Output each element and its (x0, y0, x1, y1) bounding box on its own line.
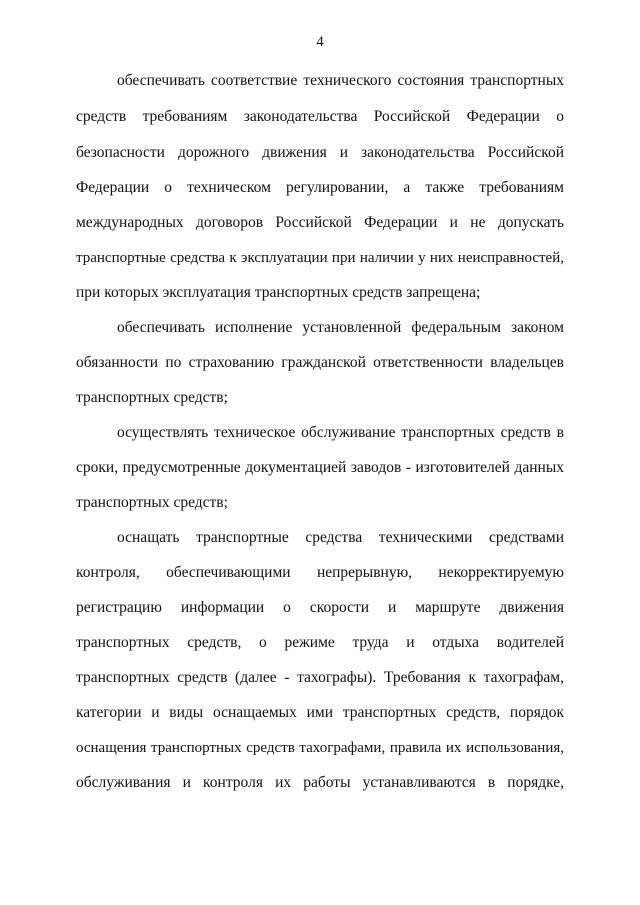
text-line: при которых эксплуатация транспортных средств запрещена; (76, 284, 481, 301)
text-line: контроля, обеспечивающими непрерывную, некорректируемую (76, 564, 564, 581)
text-line: обеспечивать соответствие технического состояния транспортных (117, 72, 564, 89)
text-line: транспортных средств; (76, 389, 228, 406)
text-line: Федерации о техническом регулировании, а также требованиям (76, 179, 564, 196)
text-line: осуществлять техническое обслуживание транспортных средств в (117, 424, 564, 441)
text-line: оснащать транспортные средства техническими средствами (117, 529, 564, 546)
text-line: обслуживания и контроля их работы устанавливаются в порядке, (76, 774, 564, 791)
text-line: международных договоров Российской Федерации и не допускать (76, 214, 564, 231)
text-line: регистрацию информации о скорости и маршруте движения (76, 599, 564, 616)
text-line: обеспечивать исполнение установленной федеральным законом (117, 319, 564, 336)
text-line: категории и виды оснащаемых ими транспортных средств, порядок (76, 704, 564, 721)
text-line: средств требованиям законодательства Российской Федерации о (76, 108, 564, 125)
text-line: обязанности по страхованию гражданской ответственности владельцев (76, 354, 564, 371)
text-line: сроки, предусмотренные документацией заводов - изготовителей данных (76, 459, 564, 476)
text-line: транспортных средств, о режиме труда и отдыха водителей (76, 634, 564, 651)
text-line: транспортных средств (далее - тахографы). Требования к тахографам, (76, 669, 564, 686)
text-line: транспортных средств; (76, 494, 228, 511)
text-line: безопасности дорожного движения и законодательства Российской (76, 144, 564, 161)
text-line: транспортные средства к эксплуатации при наличии у них неисправностей, (76, 250, 564, 266)
text-line: оснащения транспортных средств тахографами, правила их использования, (76, 740, 564, 756)
page-number: 4 (316, 34, 324, 50)
